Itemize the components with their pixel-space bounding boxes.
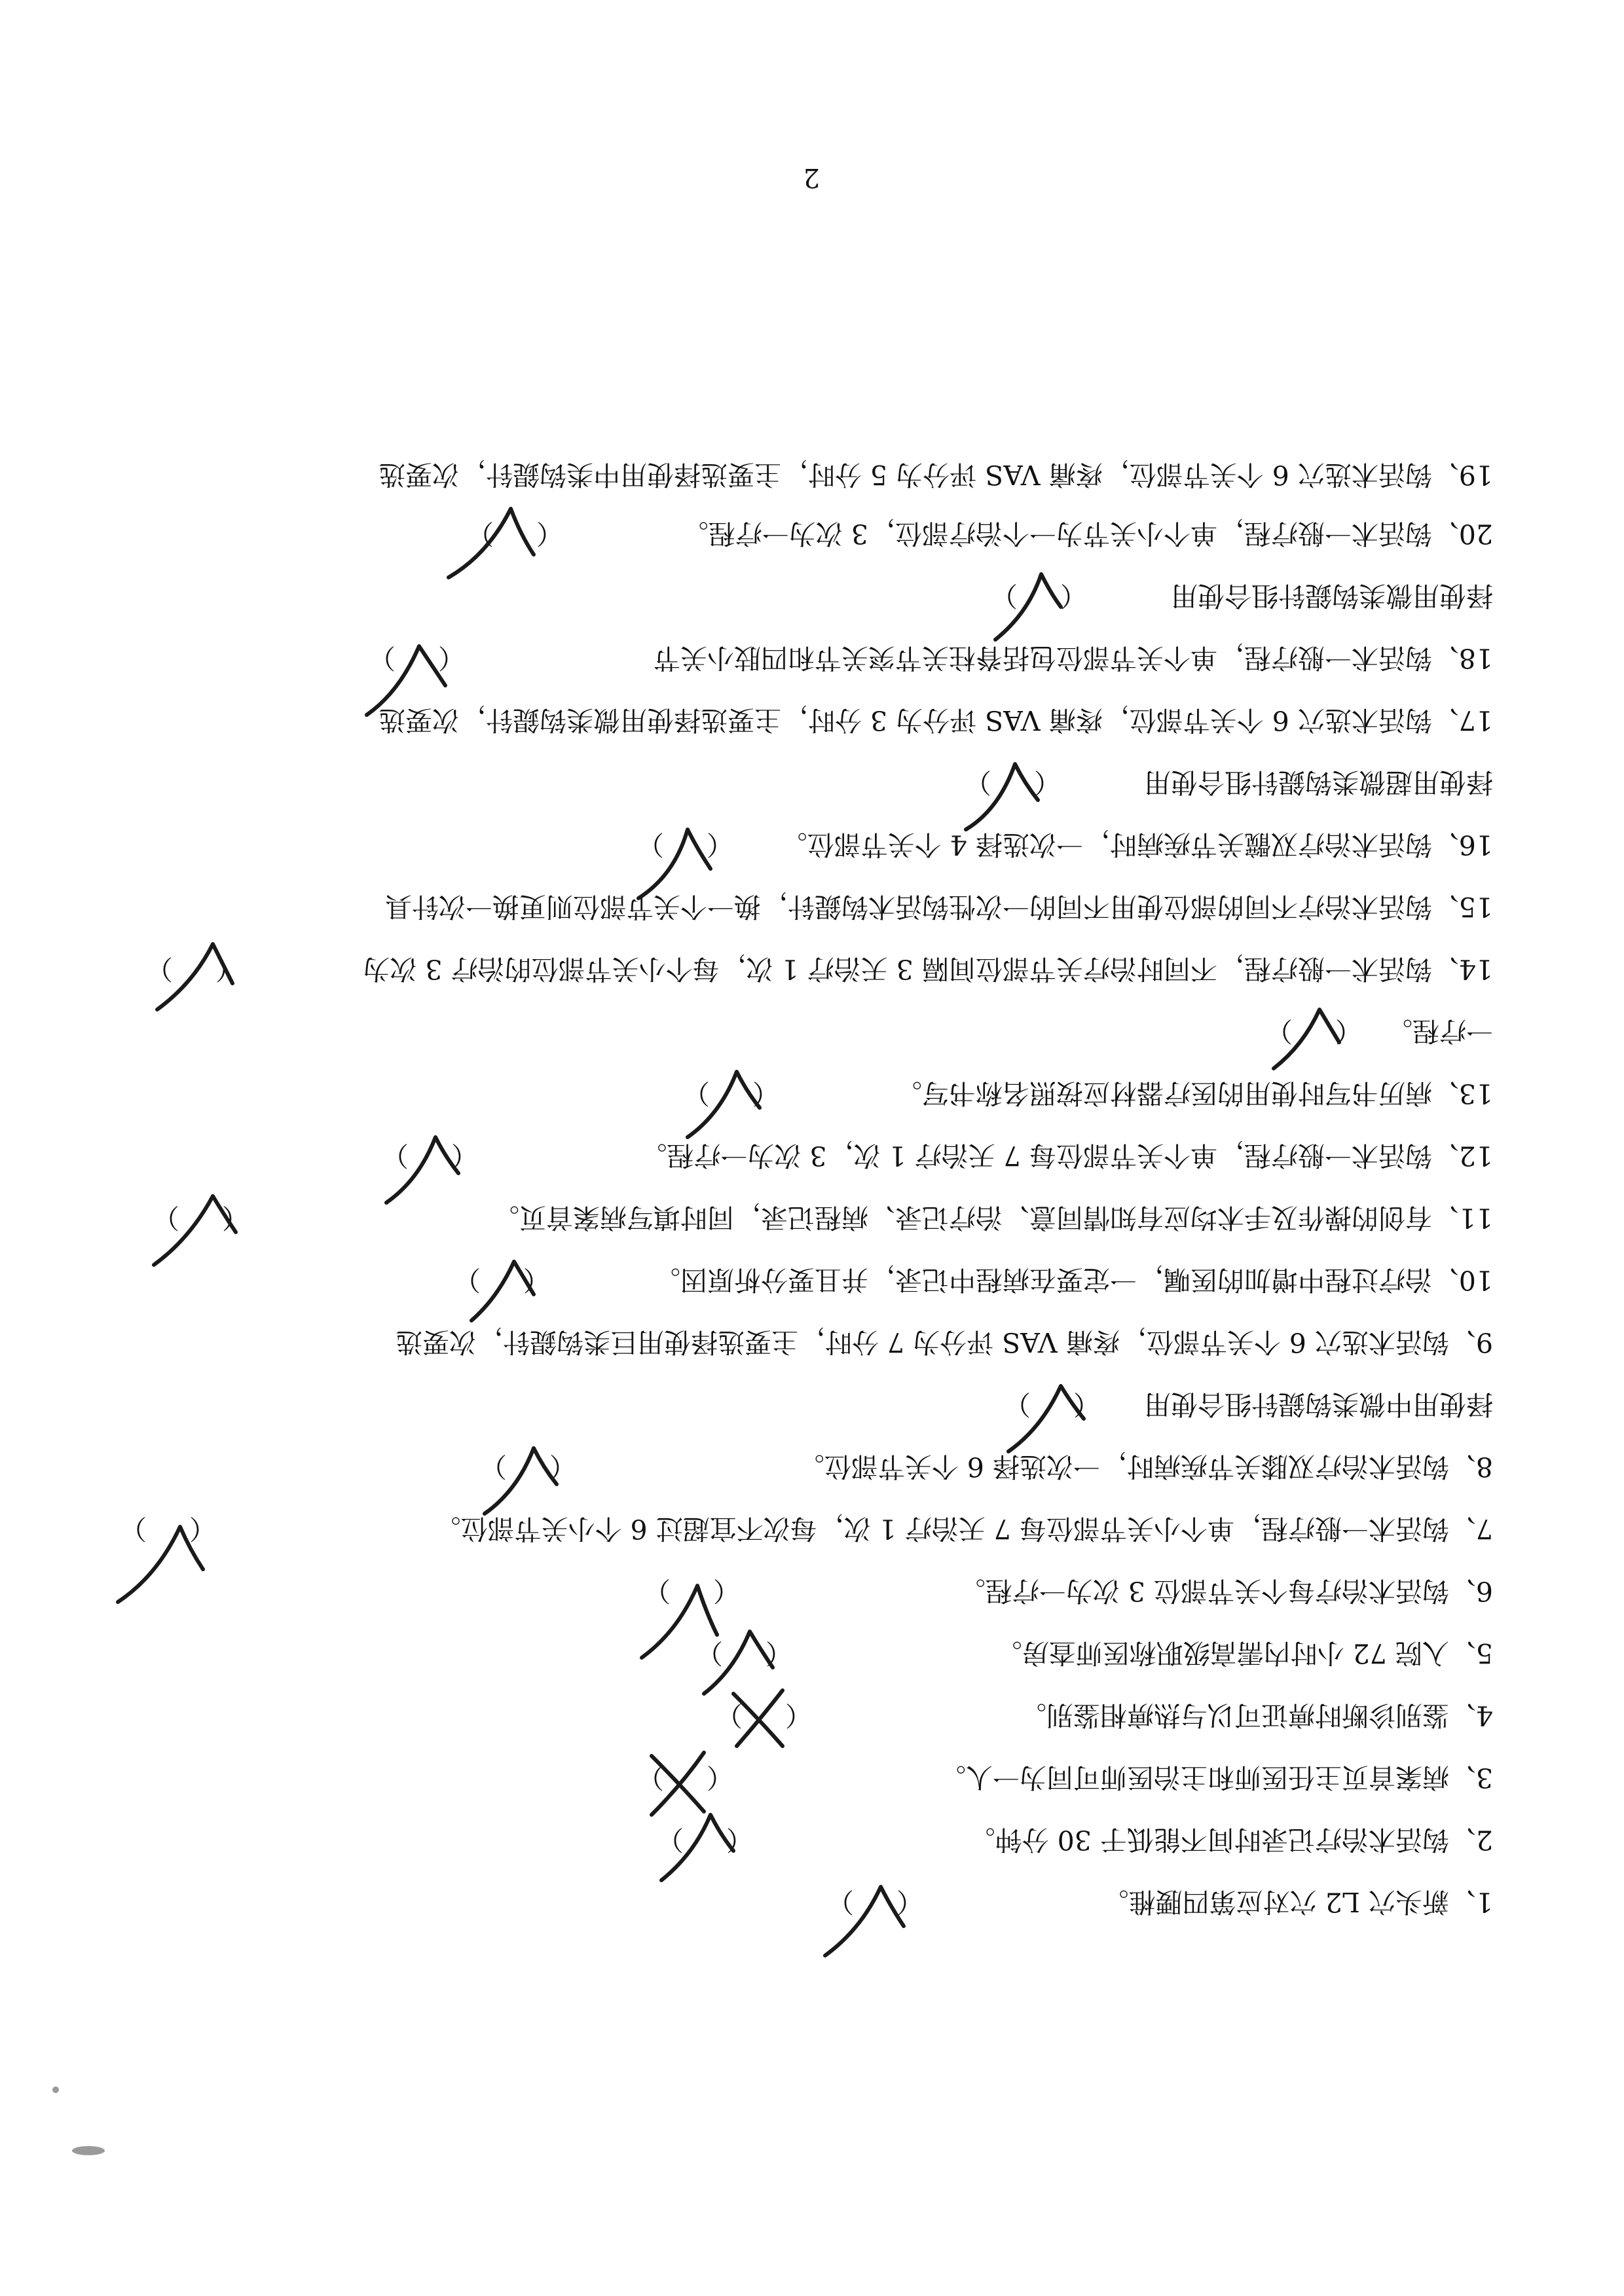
question-20-text: 20、钩活术一般疗程，单个小关节为一个治疗部位，3 次为一疗程。	[681, 518, 1493, 549]
check-mark-11	[144, 1190, 242, 1268]
check-mark-16	[622, 823, 720, 902]
check-mark-17	[946, 757, 1044, 836]
question-9-text-2: 择使用中微类钩鍉针组合使用	[1144, 1389, 1493, 1420]
scan-speck	[52, 2086, 59, 2093]
check-mark-9	[995, 1379, 1094, 1458]
question-9-text-1: 9、钩活术选穴 6 个关节部位，疼痛 VAS 评分为 7 分时，主要选择使用巨类钩鍉针，次要选	[396, 1326, 1493, 1358]
answer-paren-9: （ ）	[1003, 1389, 1100, 1420]
question-20	[72, 503, 1493, 564]
question-16-text: 16、钩活术治疗双髋关节疾病时，一次选择 4 个关节部位。	[780, 829, 1493, 860]
answer-paren-13: （ ）	[682, 1078, 779, 1109]
answer-paren-8: （ ）	[479, 1451, 576, 1482]
question-4-text: 4、鉴别诊断时痹证可以与热痹相鉴别。	[1019, 1700, 1493, 1731]
check-mark-20	[442, 502, 540, 581]
answer-paren-6: （ ）	[643, 1575, 740, 1607]
question-9-line1	[72, 1311, 1493, 1373]
question-15-line1	[72, 876, 1493, 938]
question-17-line2	[72, 752, 1493, 813]
answer-paren-15: （ ）	[145, 953, 242, 985]
answer-paren-10: （ ）	[453, 1264, 550, 1296]
question-14-line1	[72, 938, 1493, 1000]
question-7-text: 7、钩活术一般疗程，单个小关节部位每 7 天治疗 1 次，每次不宜超过 6 个小关节部位。	[434, 1513, 1493, 1544]
answer-paren-3: （ ）	[637, 1762, 733, 1793]
scan-speck	[72, 2146, 105, 2155]
question-3-text: 3、病案首页主任医师和主治医师可同为一人。	[938, 1762, 1493, 1793]
answer-paren-12: （ ）	[381, 1140, 478, 1171]
check-mark-1	[815, 1880, 913, 1959]
question-8	[72, 1436, 1493, 1497]
answer-paren-7: （ ）	[119, 1513, 216, 1544]
question-6	[72, 1560, 1493, 1622]
check-mark-14	[1251, 1000, 1349, 1078]
question-18-text: 18、钩活术一般疗程，单个关节部位包括脊柱关节突关节和四肢小关节	[653, 642, 1493, 674]
question-17-text-1: 17、钩活术选穴 6 个关节部位，疼痛 VAS 评分为 3 分时，主要选择使用微类钩鍉针，次要选	[378, 704, 1493, 736]
question-9-line2	[72, 1374, 1493, 1435]
check-mark-18	[354, 640, 452, 718]
question-19-text-2: 择使用微类钩鍉针组合使用	[1171, 580, 1493, 611]
question-2	[72, 1809, 1493, 1870]
question-16	[72, 814, 1493, 875]
question-1	[72, 1871, 1493, 1933]
answer-paren-17: （ ）	[964, 767, 1061, 798]
question-11-text: 11、有创的操作及手术均应有知情同意、治疗记录、病程记录，同时填写病案首页。	[492, 1202, 1493, 1233]
answer-paren-4: （ ）	[715, 1700, 812, 1731]
answer-paren-18: （ ）	[368, 642, 465, 674]
check-mark-2	[645, 1808, 743, 1887]
answer-paren-19: （ ）	[990, 580, 1087, 611]
check-mark-8	[468, 1442, 566, 1520]
question-12-text: 12、钩活术一般疗程，单个关节部位每 7 天治疗 1 次，3 次为一疗程。	[640, 1140, 1493, 1171]
question-10-text: 10、治疗过程中增加的医嘱，一定要在病程中记录，并且要分析原因。	[653, 1264, 1493, 1296]
question-10	[72, 1249, 1493, 1311]
question-19-line2	[72, 565, 1493, 627]
check-mark-10	[445, 1252, 544, 1330]
answer-paren-16: （ ）	[637, 829, 733, 860]
page-number: 2	[803, 162, 820, 192]
question-1-text: 1、新头穴 L2 穴对应第四腰椎。	[1101, 1886, 1493, 1918]
question-8-text: 8、钩活术治疗双膝关节疾病时，一次选择 6 个关节部位。	[797, 1451, 1493, 1482]
question-11	[72, 1187, 1493, 1248]
check-mark-19	[969, 568, 1067, 646]
answer-paren-1: （ ）	[826, 1886, 923, 1918]
question-19-line1	[72, 444, 1493, 505]
question-17-line1	[72, 689, 1493, 751]
question-17-text-2: 择使用超微类钩鍉针组合使用	[1144, 767, 1493, 798]
check-mark-15	[144, 938, 242, 1016]
question-2-text: 2、钩活术治疗记录时间不能低于 30 分钟。	[968, 1824, 1493, 1855]
question-15-text-1: 15、钩活术治疗不同的部位使用不同的一次性钩活术钩鍉针，换一个关节部位则更换一次针具	[384, 891, 1493, 922]
answer-paren-14: （ ）	[1265, 1015, 1362, 1047]
question-13-text: 13、病历书写时使用的医疗器材应按照名称书写。	[895, 1078, 1493, 1109]
answer-paren-2: （ ）	[656, 1824, 753, 1855]
question-12	[72, 1125, 1493, 1186]
question-3	[72, 1747, 1493, 1808]
question-14-text-2: 一疗程。	[1386, 1015, 1493, 1047]
check-mark-7	[111, 1523, 210, 1602]
answer-paren-11: （ ）	[152, 1202, 249, 1233]
question-7	[72, 1498, 1493, 1559]
question-6-text: 6、钩活术治疗每个关节部位 3 次为一疗程。	[958, 1575, 1493, 1607]
question-18	[72, 627, 1493, 689]
answer-paren-5: （ ）	[695, 1637, 792, 1669]
question-19-text-1: 19、钩活术选穴 6 个关节部位，疼痛 VAS 评分为 5 分时，主要选择使用中类钩鍉针，次要选	[378, 459, 1493, 490]
question-5-text: 5、入院 72 小时内需高级职称医师查房。	[995, 1637, 1493, 1669]
check-mark-13	[671, 1065, 769, 1144]
question-14-text-1: 14、钩活术一般疗程，不同时治疗关节部位间隔 3 天治疗 1 次，每个小关节部位的治疗 3 次为	[363, 953, 1493, 985]
answer-paren-20: （ ）	[466, 518, 563, 549]
check-mark-12	[370, 1131, 468, 1209]
